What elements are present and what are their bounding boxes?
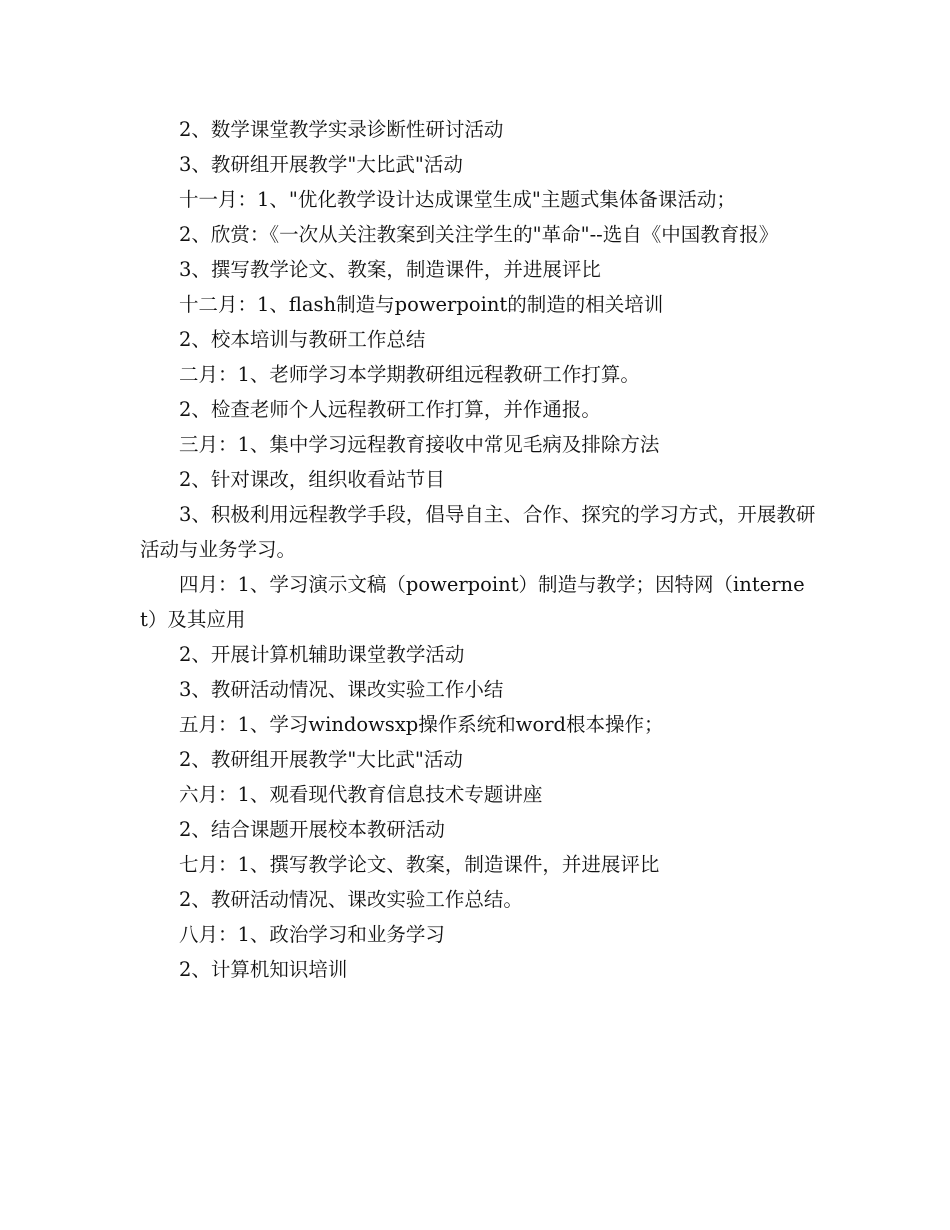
paragraph: 三月：1、集中学习远程教育接收中常见毛病及排除方法 [179, 433, 660, 456]
paragraph: 3、撰写教学论文、教案，制造课件，并进展评比 [179, 258, 601, 281]
paragraph: 2、计算机知识培训 [179, 958, 348, 981]
paragraph: 2、欣赏：《一次从关注教案到关注学生的"革命"--选自《中国教育报》 [179, 223, 779, 246]
paragraph: 3、积极利用远程教学手段，倡导自主、合作、探究的学习方式，开展教研活动与业务学习。 [140, 503, 816, 561]
paragraph: 2、数学课堂教学实录诊断性研讨活动 [179, 118, 504, 141]
paragraph: 十一月：1、"优化教学设计达成课堂生成"主题式集体备课活动； [179, 188, 736, 211]
paragraph: 二月：1、老师学习本学期教研组远程教研工作打算。 [179, 363, 640, 386]
paragraph: 2、校本培训与教研工作总结 [179, 328, 426, 351]
paragraph: 2、教研活动情况、课改实验工作总结。 [179, 888, 523, 911]
paragraph: 2、教研组开展教学"大比武"活动 [179, 748, 463, 771]
paragraph: 六月：1、观看现代教育信息技术专题讲座 [179, 783, 543, 806]
document-body [140, 112, 820, 987]
paragraph: 2、针对课改，组织收看站节目 [179, 468, 445, 491]
paragraph: 七月：1、撰写教学论文、教案，制造课件，并进展评比 [179, 853, 660, 876]
paragraph: 2、检查老师个人远程教研工作打算，并作通报。 [179, 398, 601, 421]
paragraph: 五月：1、学习windowsxp操作系统和word根本操作； [179, 713, 664, 736]
paragraph: 3、教研活动情况、课改实验工作小结 [179, 678, 504, 701]
paragraph: 八月：1、政治学习和业务学习 [179, 923, 445, 946]
paragraph: 2、结合课题开展校本教研活动 [179, 818, 445, 841]
paragraph: 十二月：1、flash制造与powerpoint的制造的相关培训 [179, 293, 664, 316]
paragraph: 2、开展计算机辅助课堂教学活动 [179, 643, 465, 666]
paragraph: 四月：1、学习演示文稿（powerpoint）制造与教学；因特网（internet）及其应用 [140, 573, 805, 631]
paragraph: 3、教研组开展教学"大比武"活动 [179, 153, 463, 176]
